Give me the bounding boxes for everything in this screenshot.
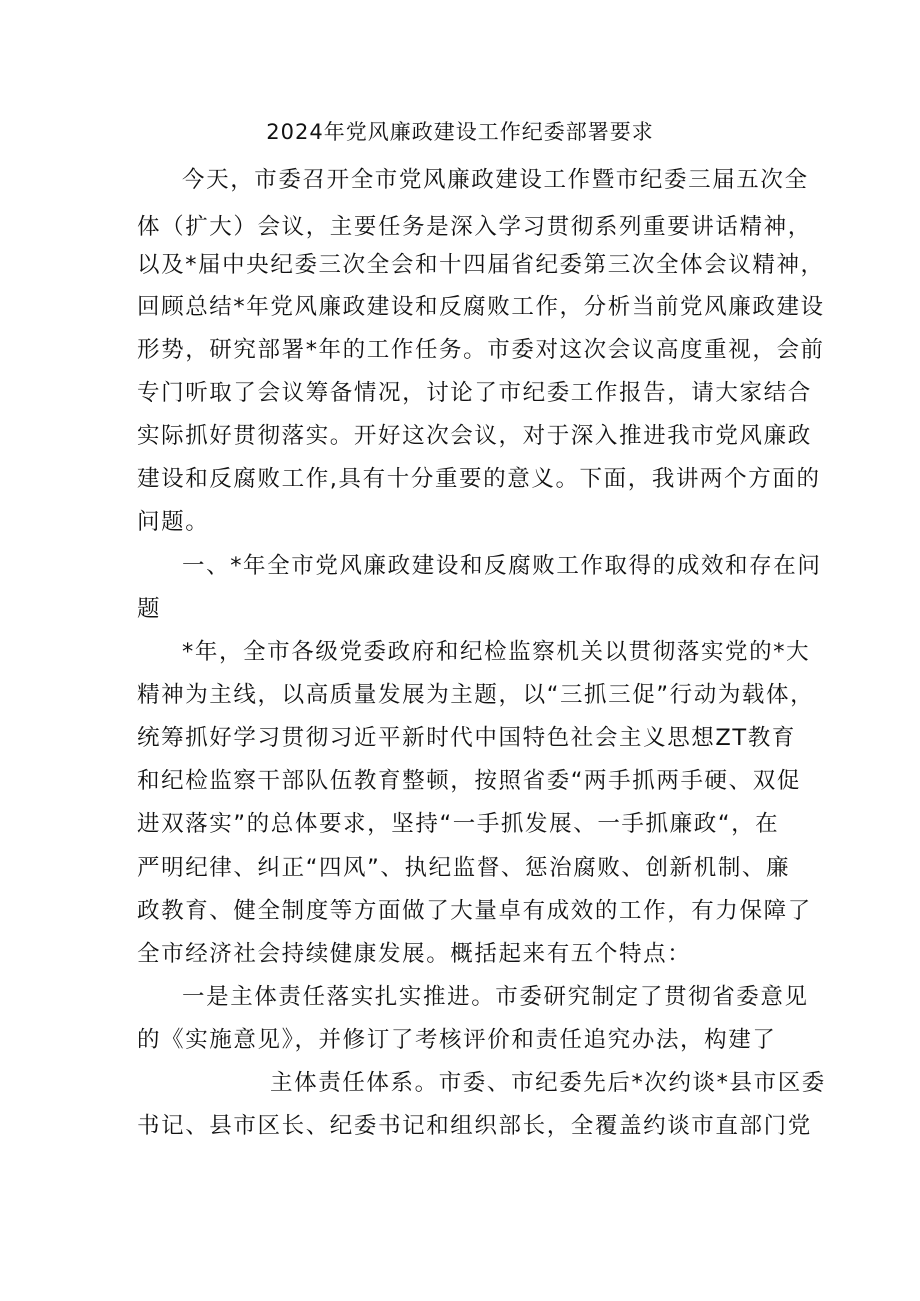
- paragraph-line: 问题。: [137, 509, 210, 535]
- paragraph-line: 精神为主线，以高质量发展为主题，以“三抓三促”行动为载体，: [137, 682, 815, 708]
- paragraph-line: 以及*届中央纪委三次全会和十四届省纪委第三次全体会议精神，: [137, 252, 825, 278]
- section-heading-line: 题: [137, 596, 162, 622]
- paragraph-line: 的《实施意见》，并修订了考核评价和责任追究办法，构建了: [137, 1027, 777, 1053]
- paragraph-line: 一是主体责任落实扎实推进。市委研究制定了贯彻省委意见: [182, 984, 809, 1010]
- section-heading-line: 一、*年全市党风廉政建设和反腐败工作取得的成效和存在问: [182, 553, 822, 579]
- paragraph-line: 回顾总结*年党风廉政建设和反腐败工作，分析当前党风廉政建设: [137, 294, 825, 320]
- paragraph-line: *年，全市各级党委政府和纪检监察机关以贯彻落实党的*大: [182, 639, 811, 665]
- paragraph-line: 体（扩大）会议，主要任务是深入学习贯彻系列重要讲话精神，: [137, 214, 812, 240]
- document-title: 2024年党风廉政建设工作纪委部署要求: [266, 120, 654, 144]
- paragraph-line: 建设和反腐败工作,具有十分重要的意义。下面，我讲两个方面的: [137, 466, 821, 492]
- paragraph-line: 形势，研究部署*年的工作任务。市委对这次会议高度重视，会前: [137, 337, 825, 363]
- paragraph-line: 全市经济社会持续健康发展。概括起来有五个特点：: [137, 941, 692, 967]
- paragraph-line: 政教育、健全制度等方面做了大量卓有成效的工作，有力保障了: [137, 898, 812, 924]
- paragraph-line: 统筹抓好学习贯彻习近平新时代中国特色社会主义思想ZT教育: [137, 725, 796, 751]
- paragraph-line: 主体责任体系。市委、市纪委先后*次约谈*县市区委: [270, 1070, 826, 1096]
- paragraph-line: 今天，市委召开全市党风廉政建设工作暨市纪委三届五次全: [182, 167, 809, 193]
- paragraph-line: 进双落实”的总体要求，坚持“一手抓发展、一手抓廉政“，在: [137, 811, 780, 837]
- paragraph-line: 和纪检监察干部队伍教育整顿，按照省委“两手抓两手硬、双促: [137, 768, 801, 794]
- paragraph-line: 专门听取了会议筹备情况，讨论了市纪委工作报告，请大家结合: [137, 380, 812, 406]
- paragraph-line: 实际抓好贯彻落实。开好这次会议，对于深入推进我市党风廉政: [137, 423, 812, 449]
- paragraph-line: 书记、县市区长、纪委书记和组织部长，全覆盖约谈市直部门党: [137, 1113, 812, 1139]
- paragraph-line: 严明纪律、纠正“四风”、执纪监督、惩治腐败、创新机制、廉: [137, 855, 791, 881]
